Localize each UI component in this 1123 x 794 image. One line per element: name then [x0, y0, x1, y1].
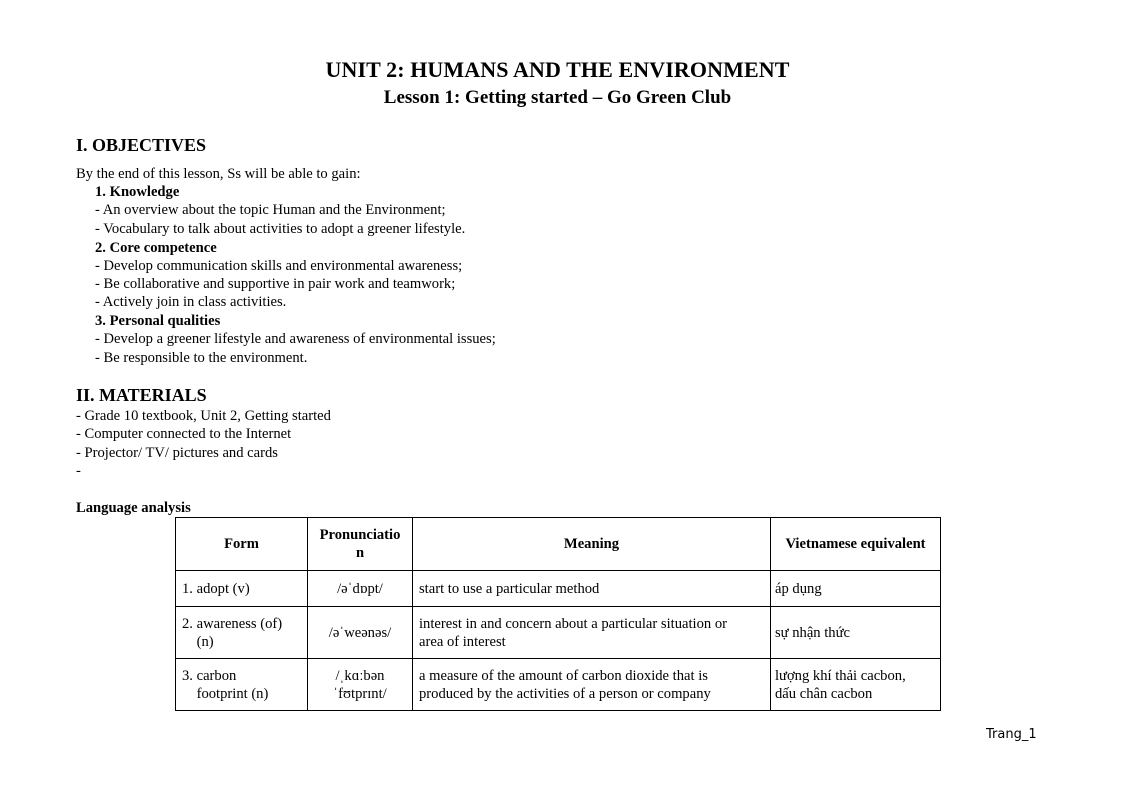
header-vietnamese: Vietnamese equivalent [771, 518, 941, 571]
knowledge-label: 1. Knowledge [95, 184, 180, 200]
core-competence-label: 2. Core competence [95, 240, 217, 256]
materials-heading: II. MATERIALS [76, 385, 207, 405]
materials-item: - Projector/ TV/ pictures and cards [76, 445, 278, 461]
objectives-intro: By the end of this lesson, Ss will be able to gain: [76, 166, 361, 182]
header-form: Form [176, 518, 308, 571]
vocabulary-table [175, 517, 941, 711]
core-item: - Be collaborative and supportive in pair work and teamwork; [95, 276, 456, 292]
page-number-footer: Trang_1 [986, 727, 1037, 742]
cell-form: 2. awareness (of) (n) [176, 607, 308, 659]
unit-title: UNIT 2: HUMANS AND THE ENVIRONMENT [325, 57, 790, 82]
cell-meaning: a measure of the amount of carbon dioxide that is produced by the activities of a person or company [413, 659, 771, 711]
cell-vietnamese: lượng khí thải cacbon, dấu chân cacbon [771, 659, 941, 711]
cell-vietnamese: áp dụng [771, 571, 941, 607]
cell-vietnamese: sự nhận thức [771, 607, 941, 659]
table-row [176, 607, 941, 659]
cell-form: 1. adopt (v) [176, 571, 308, 607]
core-item: - Develop communication skills and environmental awareness; [95, 258, 463, 274]
materials-item: - [76, 463, 81, 479]
language-analysis-label: Language analysis [76, 500, 191, 516]
core-item: - Actively join in class activities. [95, 294, 287, 310]
personal-item: - Be responsible to the environment. [95, 350, 308, 366]
cell-form: 3. carbon footprint (n) [176, 659, 308, 711]
cell-pronunciation: /əˈdɒpt/ [308, 571, 413, 607]
cell-meaning: start to use a particular method [413, 571, 771, 607]
table-header-row [176, 518, 941, 571]
lesson-subtitle: Lesson 1: Getting started – Go Green Club [383, 87, 732, 108]
materials-item: - Grade 10 textbook, Unit 2, Getting started [76, 408, 331, 424]
knowledge-item: - An overview about the topic Human and the Environment; [95, 202, 446, 218]
objectives-heading: I. OBJECTIVES [76, 135, 207, 155]
cell-pronunciation: /ˌkɑːbən ˈfʊtprɪnt/ [308, 659, 413, 711]
personal-qualities-label: 3. Personal qualities [95, 313, 221, 329]
cell-pronunciation: /əˈweənəs/ [308, 607, 413, 659]
cell-meaning: interest in and concern about a particular situation or area of interest [413, 607, 771, 659]
materials-item: - Computer connected to the Internet [76, 426, 292, 442]
table-row [176, 571, 941, 607]
knowledge-item: - Vocabulary to talk about activities to adopt a greener lifestyle. [95, 221, 466, 237]
header-meaning: Meaning [413, 518, 771, 571]
personal-item: - Develop a greener lifestyle and awareness of environmental issues; [95, 331, 496, 347]
header-pronunciation: Pronunciatio n [308, 518, 413, 571]
table-row [176, 659, 941, 711]
